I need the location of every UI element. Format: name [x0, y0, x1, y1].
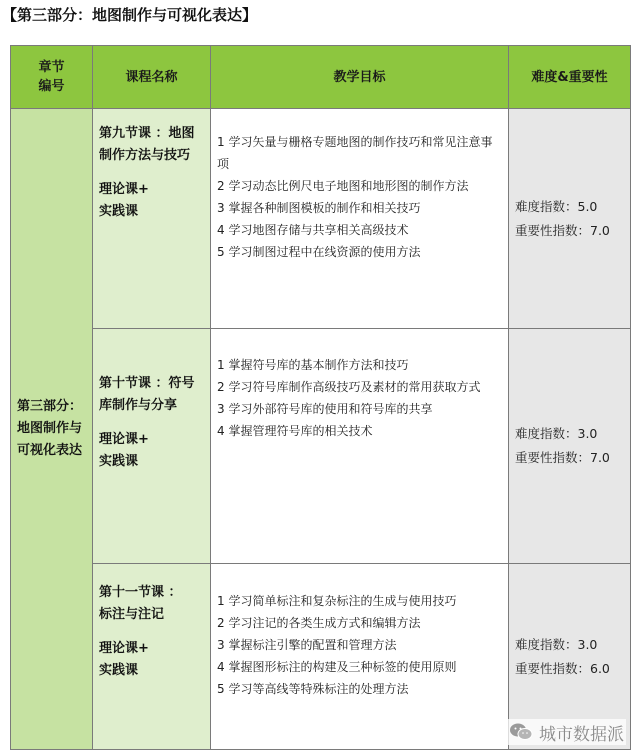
- importance-value: 重要性指数：7.0: [515, 450, 610, 465]
- goal-item: 2 学习符号库制作高级技巧及素材的常用获取方式: [217, 380, 481, 394]
- importance-value: 重要性指数：6.0: [515, 660, 610, 676]
- goal-item: 2 学习注记的各类生成方式和编辑方法: [217, 616, 421, 630]
- goal-item: 1 学习简单标注和复杂标注的生成与使用技巧: [217, 594, 457, 608]
- table-row: [11, 329, 631, 564]
- chapter-cell: 第三部分： 地图制作与 可视化表达: [11, 109, 93, 750]
- importance-value: 重要性指数：7.0: [515, 222, 610, 238]
- difficulty-cell: [509, 109, 631, 329]
- wechat-icon: [509, 722, 533, 742]
- watermark: [507, 719, 626, 745]
- course-cell: 第十节课 ：符号 库制作与分享 理论课+ 实践课: [93, 329, 211, 564]
- goal-item: 4 掌握图形标注的构建及三种标签的使用原则: [217, 660, 457, 674]
- goal-item: 4 掌握管理符号库的相关技术: [217, 424, 373, 438]
- header-chapter: 章节 编号: [11, 46, 93, 109]
- goal-item: 5 学习制图过程中在线资源的使用方法: [217, 245, 421, 259]
- goal-item: 1 掌握符号库的基本制作方法和技巧: [217, 358, 409, 372]
- goal-item: 3 掌握各种制图模板的制作和相关技巧: [217, 201, 421, 215]
- table-header-row: [11, 46, 631, 109]
- goal-item: 3 学习外部符号库的使用和符号库的共享: [217, 402, 433, 416]
- header-difficulty: 难度&重要性: [509, 46, 631, 109]
- goal-item: 2 学习动态比例尺电子地图和地形图的制作方法: [217, 179, 469, 193]
- section-title: 【第三部分：地图制作与可视化表达】: [2, 6, 258, 24]
- header-course: 课程名称: [93, 46, 211, 109]
- table-row: [11, 109, 631, 329]
- course-cell: 第十一节课 ： 标注与注记 理论课+ 实践课: [93, 564, 211, 750]
- goal-item: 5 学习等高线等特殊标注的处理方法: [217, 682, 409, 696]
- goals-cell: [211, 109, 509, 329]
- header-goals: 教学目标: [211, 46, 509, 109]
- goal-item: 4 学习地图存储与共享相关高级技术: [217, 223, 409, 237]
- difficulty-value: 难度指数：3.0: [515, 636, 598, 652]
- goal-item: 1 学习矢量与栅格专题地图的制作技巧和常见注意事项: [217, 135, 493, 171]
- difficulty-value: 难度指数：5.0: [515, 198, 598, 214]
- goal-item: 3 掌握标注引擎的配置和管理方法: [217, 638, 397, 652]
- goals-cell: [211, 329, 509, 564]
- course-cell: 第九节课 ：地图 制作方法与技巧 理论课+ 实践课: [93, 109, 211, 329]
- difficulty-cell: [509, 329, 631, 564]
- difficulty-value: 难度指数：3.0: [515, 426, 598, 441]
- goals-cell: [211, 564, 509, 750]
- course-table: [10, 45, 631, 750]
- watermark-text: 城市数据派: [539, 724, 624, 745]
